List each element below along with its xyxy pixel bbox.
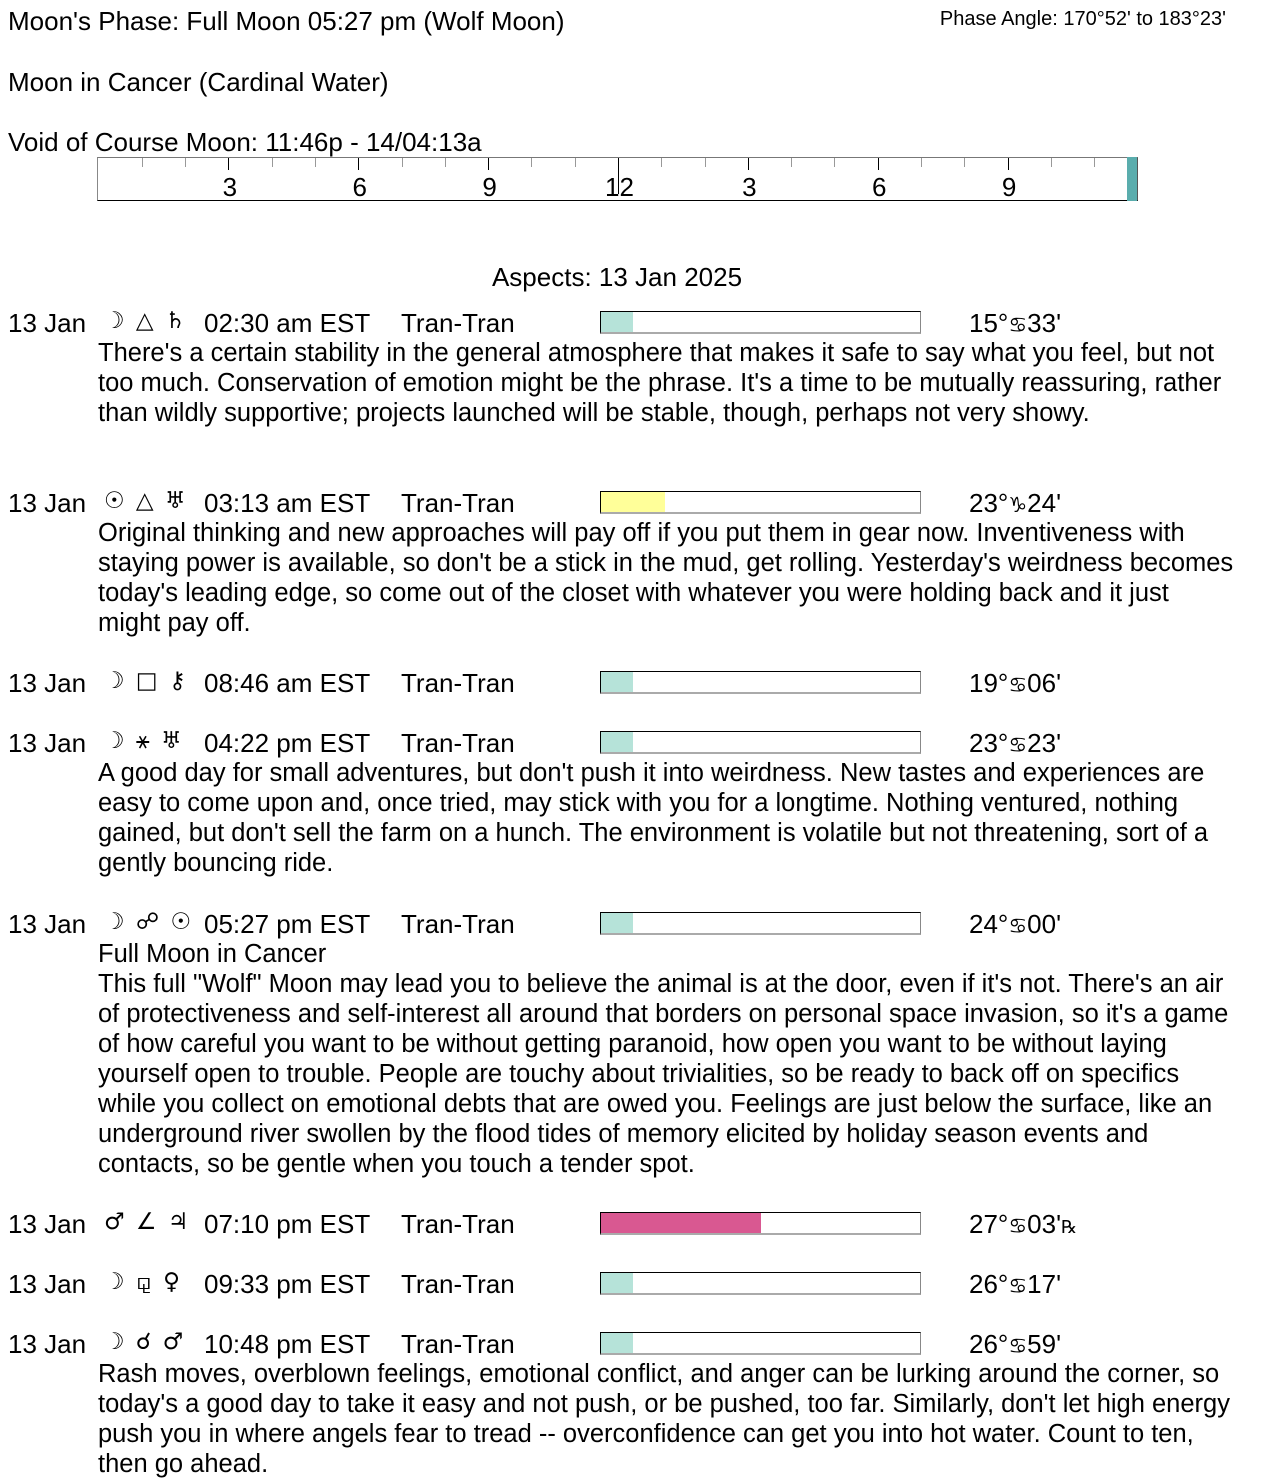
aspect-type: Tran-Tran	[401, 1209, 515, 1239]
zodiac-sign-icon: ♋	[1008, 313, 1028, 337]
timeline-tick	[748, 158, 749, 170]
position-degree: 24°	[969, 909, 1009, 939]
position-minutes: 24'	[1027, 488, 1062, 518]
day-timeline	[97, 157, 1138, 201]
aspect-strength-fill	[601, 1333, 633, 1353]
aspect-glyphs: ☽ △ ♄	[104, 308, 188, 334]
aspect-glyphs: ☉ △ ♅	[104, 488, 188, 514]
timeline-tick	[1008, 158, 1009, 170]
aspect-row	[0, 308, 1264, 338]
aspect-row	[0, 728, 1264, 758]
aspect-date: 13 Jan	[8, 488, 87, 518]
timeline-tick	[402, 158, 403, 167]
aspect-strength-fill	[601, 1273, 633, 1293]
aspect-date: 13 Jan	[8, 308, 87, 338]
timeline-tick	[488, 158, 489, 170]
timeline-tick	[272, 158, 273, 167]
timeline-tick	[964, 158, 965, 167]
aspect-description-text: Original thinking and new approaches will pay off if you put them in gear now. Inventiveness with staying power is available, so don't be a stick in the mud, get rolling. Yesterday's weirdness becomes today's leading edge, so come out of the closet with whatever you were holding back and it just might pay off.	[98, 519, 1234, 637]
aspect-type: Tran-Tran	[401, 488, 515, 518]
aspect-strength-bar	[600, 1212, 921, 1235]
timeline-tick	[358, 158, 359, 170]
aspect-strength-bar	[600, 491, 921, 514]
position-degree: 26°	[969, 1329, 1009, 1359]
aspect-row	[0, 909, 1264, 939]
position-degree: 27°	[969, 1209, 1009, 1239]
aspect-glyphs: ☽ ☍ ☉	[104, 909, 194, 935]
moon-sign-text: Moon in Cancer (Cardinal Water)	[8, 67, 389, 97]
timeline-hour-label: 3	[222, 172, 238, 202]
void-of-course-text: Void of Course Moon: 11:46p - 14/04:13a	[8, 127, 482, 157]
zodiac-sign-icon: ♋	[1008, 1334, 1028, 1358]
timeline-hour-label: 9	[1001, 172, 1017, 202]
timeline-tick	[661, 158, 662, 167]
aspect-strength-fill	[601, 913, 633, 933]
aspect-type: Tran-Tran	[401, 668, 515, 698]
aspect-position	[969, 728, 1061, 759]
position-minutes: 17'	[1027, 1269, 1062, 1299]
aspect-glyphs: ☽ ⚼ ♀	[104, 1269, 182, 1295]
timeline-tick	[185, 158, 186, 167]
aspect-description	[98, 939, 1238, 1179]
zodiac-sign-icon: ♋	[1008, 914, 1028, 938]
aspect-position	[969, 308, 1061, 339]
zodiac-sign-icon: ♋	[1008, 673, 1028, 697]
aspects-title: Aspects: 13 Jan 2025	[491, 262, 743, 292]
timeline-tick	[878, 158, 879, 170]
aspect-position	[969, 1269, 1061, 1300]
timeline-hour-label: 9	[482, 172, 497, 202]
aspect-glyphs: ☽ □ ⚷	[104, 668, 188, 694]
aspect-type: Tran-Tran	[401, 909, 515, 939]
aspect-row	[0, 668, 1264, 698]
position-minutes: 59'	[1027, 1329, 1062, 1359]
aspect-glyphs: ☽ ⚹ ♅	[104, 728, 184, 754]
aspect-row	[0, 1329, 1264, 1359]
timeline-tick	[921, 158, 922, 167]
aspect-description	[98, 758, 1238, 878]
zodiac-sign-icon: ♋	[1008, 1274, 1028, 1298]
aspect-date: 13 Jan	[8, 728, 87, 758]
aspect-strength-fill	[601, 492, 665, 512]
aspect-position	[969, 668, 1061, 699]
aspect-date: 13 Jan	[8, 1209, 87, 1239]
aspect-glyphs: ♂ ∠ ♃	[104, 1209, 191, 1235]
aspect-description-text: A good day for small adventures, but don't push it into weirdness. New tastes and experiences are easy to come upon and, once tried, may stick with you for a longtime. Nothing ventured, nothing gained, but don't sell the farm on a hunch. The environment is volatile but not threatening, sort of a gently bouncing ride.	[98, 759, 1209, 877]
aspect-type: Tran-Tran	[401, 308, 515, 338]
position-minutes: 00'	[1027, 909, 1062, 939]
aspect-type: Tran-Tran	[401, 728, 515, 758]
aspect-date: 13 Jan	[8, 668, 87, 698]
timeline-tick	[531, 158, 532, 167]
aspect-strength-bar	[600, 1272, 921, 1295]
timeline-tick	[705, 158, 706, 167]
aspect-strength-bar	[600, 1332, 921, 1355]
position-degree: 23°	[969, 728, 1009, 758]
timeline-tick	[575, 158, 576, 167]
timeline-tick	[445, 158, 446, 167]
retrograde-icon: ℞	[1061, 1217, 1078, 1238]
aspect-strength-fill	[601, 672, 633, 692]
aspect-position	[969, 488, 1061, 519]
position-minutes: 23'	[1027, 728, 1062, 758]
moon-phase-text: Moon's Phase: Full Moon 05:27 pm (Wolf Moon)	[8, 6, 565, 36]
position-degree: 15°	[969, 308, 1009, 338]
aspect-strength-fill	[601, 312, 633, 332]
aspect-description-text: This full "Wolf" Moon may lead you to believe the animal is at the door, even if it's not. There's an air of protectiveness and self-interest all around that borders on personal space invasion, so it's a game of how careful you want to be without getting paranoid, how open you want to be without laying yourself open to trouble. People are touchy about trivialities, so be ready to back off on specifics while you collect on emotional debts that are owed you. Feelings are just below the surface, like an underground river swollen by the flood tides of memory elicited by holiday season events and contacts, so be gentle when you touch a tender spot.	[98, 970, 1229, 1178]
aspect-description	[98, 1359, 1238, 1479]
timeline-tick	[834, 158, 835, 167]
zodiac-sign-icon: ♋	[1008, 733, 1028, 757]
aspect-date: 13 Jan	[8, 1329, 87, 1359]
timeline-hour-label: 3	[742, 172, 757, 202]
aspect-strength-fill	[601, 732, 633, 752]
aspect-description-title: Full Moon in Cancer	[98, 940, 327, 968]
zodiac-sign-icon: ♋	[1008, 1214, 1028, 1238]
aspect-time: 10:48 pm EST	[204, 1329, 371, 1359]
aspect-glyphs: ☽ ☌ ♂	[104, 1329, 186, 1355]
aspect-row	[0, 1209, 1264, 1239]
aspect-row	[0, 488, 1264, 518]
position-minutes: 03'	[1027, 1209, 1062, 1239]
aspect-strength-bar	[600, 731, 921, 754]
aspect-date: 13 Jan	[8, 909, 87, 939]
aspect-time: 05:27 pm EST	[204, 909, 371, 939]
aspect-row	[0, 1269, 1264, 1299]
aspect-strength-bar	[600, 671, 921, 694]
position-minutes: 06'	[1027, 668, 1062, 698]
timeline-hour-label: 12	[605, 172, 634, 202]
aspect-time: 03:13 am EST	[204, 488, 371, 518]
aspect-position	[969, 909, 1061, 940]
timeline-tick	[1051, 158, 1052, 167]
timeline-hour-label: 6	[352, 172, 367, 202]
position-degree: 23°	[969, 488, 1009, 518]
aspect-time: 07:10 pm EST	[204, 1209, 371, 1239]
timeline-tick	[228, 158, 229, 170]
aspect-time: 02:30 am EST	[204, 308, 371, 338]
timeline-tick	[315, 158, 316, 167]
aspect-description-text: There's a certain stability in the general atmosphere that makes it safe to say what you feel, but not too much. Conservation of emotion might be the phrase. It's a time to be mutually reassuring, rather than wildly supportive; projects launched will be stable, though, perhaps not very showy.	[98, 339, 1222, 427]
aspect-type: Tran-Tran	[401, 1269, 515, 1299]
aspect-description-text: Rash moves, overblown feelings, emotional conflict, and anger can be lurking around the corner, so today's a good day to take it easy and not push, or be pushed, too far. Similarly, don't let high energy push you in where angels fear to tread -- overconfidence can get you into hot water. Count to ten, then go ahead.	[98, 1360, 1230, 1478]
aspect-time: 04:22 pm EST	[204, 728, 371, 758]
aspect-strength-bar	[600, 912, 921, 935]
timeline-tick	[791, 158, 792, 167]
timeline-tick	[142, 158, 143, 167]
aspect-position	[969, 1209, 1077, 1240]
aspect-strength-bar	[600, 311, 921, 334]
zodiac-sign-icon: ♑	[1008, 493, 1028, 517]
aspect-description	[98, 518, 1238, 638]
aspect-time: 09:33 pm EST	[204, 1269, 371, 1299]
aspect-type: Tran-Tran	[401, 1329, 515, 1359]
timeline-tick	[1094, 158, 1095, 167]
aspect-description	[98, 338, 1238, 428]
aspect-date: 13 Jan	[8, 1269, 87, 1299]
aspect-position	[969, 1329, 1061, 1360]
position-degree: 19°	[969, 668, 1009, 698]
void-of-course-marker	[1127, 157, 1137, 201]
phase-angle-text: Phase Angle: 170°52' to 183°23'	[939, 8, 1226, 30]
position-minutes: 33'	[1027, 308, 1062, 338]
aspect-strength-fill	[601, 1213, 761, 1233]
position-degree: 26°	[969, 1269, 1009, 1299]
aspect-time: 08:46 am EST	[204, 668, 371, 698]
timeline-hour-label: 6	[872, 172, 887, 202]
